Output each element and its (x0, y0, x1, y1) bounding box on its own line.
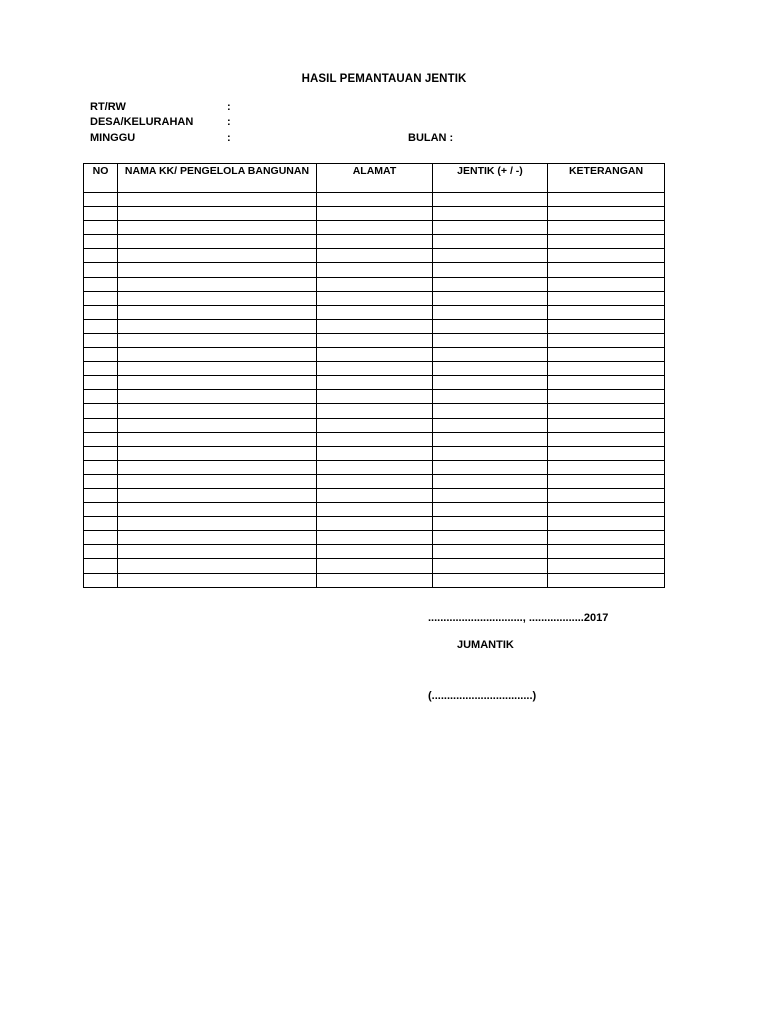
cell-keterangan[interactable] (548, 545, 665, 559)
table-row (84, 545, 665, 559)
cell-jentik[interactable] (433, 531, 548, 545)
cell-no[interactable] (84, 573, 118, 587)
rt-rw-colon: : (227, 101, 231, 113)
cell-nama-kk[interactable] (118, 404, 317, 418)
cell-jentik[interactable] (433, 474, 548, 488)
cell-jentik[interactable] (433, 277, 548, 291)
cell-keterangan[interactable] (548, 376, 665, 390)
rt-rw-label: RT/RW (90, 101, 126, 113)
cell-nama-kk[interactable] (118, 263, 317, 277)
cell-nama-kk[interactable] (118, 193, 317, 207)
cell-jentik[interactable] (433, 559, 548, 573)
cell-keterangan[interactable] (548, 277, 665, 291)
cell-alamat[interactable] (317, 221, 433, 235)
cell-alamat[interactable] (317, 488, 433, 502)
cell-keterangan[interactable] (548, 404, 665, 418)
cell-nama-kk[interactable] (118, 517, 317, 531)
minggu-label: MINGGU (90, 132, 136, 144)
cell-alamat[interactable] (317, 573, 433, 587)
cell-alamat[interactable] (317, 207, 433, 221)
table-body (84, 193, 665, 588)
cell-keterangan[interactable] (548, 474, 665, 488)
table-header-row (84, 164, 665, 193)
cell-no[interactable] (84, 446, 118, 460)
cell-jentik[interactable] (433, 333, 548, 347)
table-row (84, 235, 665, 249)
cell-no[interactable] (84, 263, 118, 277)
cell-nama-kk[interactable] (118, 319, 317, 333)
cell-alamat[interactable] (317, 263, 433, 277)
cell-alamat[interactable] (317, 193, 433, 207)
cell-keterangan[interactable] (548, 348, 665, 362)
table-row (84, 333, 665, 347)
table-row (84, 517, 665, 531)
cell-keterangan[interactable] (548, 263, 665, 277)
cell-keterangan[interactable] (548, 291, 665, 305)
cell-jentik[interactable] (433, 221, 548, 235)
cell-keterangan[interactable] (548, 503, 665, 517)
header-keterangan: KETERANGAN (548, 164, 665, 193)
bulan-label: BULAN : (408, 132, 454, 144)
table-row (84, 446, 665, 460)
cell-keterangan[interactable] (548, 573, 665, 587)
cell-no[interactable] (84, 235, 118, 249)
cell-nama-kk[interactable] (118, 460, 317, 474)
cell-alamat[interactable] (317, 348, 433, 362)
cell-jentik[interactable] (433, 573, 548, 587)
cell-alamat[interactable] (317, 531, 433, 545)
cell-no[interactable] (84, 559, 118, 573)
cell-alamat[interactable] (317, 249, 433, 263)
table-row (84, 319, 665, 333)
cell-nama-kk[interactable] (118, 277, 317, 291)
cell-jentik[interactable] (433, 432, 548, 446)
cell-no[interactable] (84, 517, 118, 531)
cell-jentik[interactable] (433, 488, 548, 502)
cell-alamat[interactable] (317, 319, 433, 333)
cell-keterangan[interactable] (548, 531, 665, 545)
cell-keterangan[interactable] (548, 517, 665, 531)
cell-jentik[interactable] (433, 503, 548, 517)
header-alamat: ALAMAT (317, 164, 433, 193)
table-row (84, 193, 665, 207)
cell-no[interactable] (84, 249, 118, 263)
table-row (84, 221, 665, 235)
cell-jentik[interactable] (433, 291, 548, 305)
cell-keterangan[interactable] (548, 418, 665, 432)
table-row (84, 559, 665, 573)
cell-keterangan[interactable] (548, 488, 665, 502)
cell-alamat[interactable] (317, 503, 433, 517)
cell-jentik[interactable] (433, 263, 548, 277)
cell-alamat[interactable] (317, 362, 433, 376)
cell-alamat[interactable] (317, 277, 433, 291)
cell-nama-kk[interactable] (118, 348, 317, 362)
cell-keterangan[interactable] (548, 559, 665, 573)
form-title: HASIL PEMANTAUAN JENTIK (301, 73, 467, 85)
cell-alamat[interactable] (317, 291, 433, 305)
cell-keterangan[interactable] (548, 362, 665, 376)
cell-keterangan[interactable] (548, 305, 665, 319)
signature-date-line: ..............................., ..................2017 (428, 612, 609, 624)
cell-no[interactable] (84, 545, 118, 559)
cell-keterangan[interactable] (548, 249, 665, 263)
cell-no[interactable] (84, 319, 118, 333)
cell-nama-kk[interactable] (118, 573, 317, 587)
table-row (84, 305, 665, 319)
cell-no[interactable] (84, 460, 118, 474)
cell-nama-kk[interactable] (118, 333, 317, 347)
desa-colon: : (227, 116, 231, 128)
signature-role: JUMANTIK (457, 639, 514, 651)
cell-no[interactable] (84, 404, 118, 418)
cell-no[interactable] (84, 503, 118, 517)
cell-jentik[interactable] (433, 235, 548, 249)
cell-jentik[interactable] (433, 249, 548, 263)
cell-no[interactable] (84, 333, 118, 347)
desa-label: DESA/KELURAHAN (90, 116, 194, 128)
cell-keterangan[interactable] (548, 446, 665, 460)
header-nama-kk: NAMA KK/ PENGELOLA BANGUNAN (118, 164, 317, 193)
cell-no[interactable] (84, 488, 118, 502)
cell-no[interactable] (84, 531, 118, 545)
cell-alamat[interactable] (317, 432, 433, 446)
cell-jentik[interactable] (433, 517, 548, 531)
table-row (84, 474, 665, 488)
cell-keterangan[interactable] (548, 207, 665, 221)
table-row (84, 460, 665, 474)
cell-alamat[interactable] (317, 460, 433, 474)
cell-nama-kk[interactable] (118, 432, 317, 446)
cell-no[interactable] (84, 376, 118, 390)
cell-no[interactable] (84, 474, 118, 488)
table-row (84, 390, 665, 404)
cell-alamat[interactable] (317, 376, 433, 390)
cell-nama-kk[interactable] (118, 474, 317, 488)
cell-keterangan[interactable] (548, 432, 665, 446)
cell-nama-kk[interactable] (118, 559, 317, 573)
cell-jentik[interactable] (433, 305, 548, 319)
cell-nama-kk[interactable] (118, 221, 317, 235)
table-row (84, 291, 665, 305)
cell-jentik[interactable] (433, 376, 548, 390)
cell-nama-kk[interactable] (118, 418, 317, 432)
cell-jentik[interactable] (433, 418, 548, 432)
cell-alamat[interactable] (317, 559, 433, 573)
cell-alamat[interactable] (317, 418, 433, 432)
cell-jentik[interactable] (433, 319, 548, 333)
cell-nama-kk[interactable] (118, 390, 317, 404)
cell-nama-kk[interactable] (118, 488, 317, 502)
cell-alamat[interactable] (317, 474, 433, 488)
cell-jentik[interactable] (433, 446, 548, 460)
table-row (84, 404, 665, 418)
cell-jentik[interactable] (433, 390, 548, 404)
cell-alamat[interactable] (317, 390, 433, 404)
cell-jentik[interactable] (433, 460, 548, 474)
cell-nama-kk[interactable] (118, 207, 317, 221)
cell-alamat[interactable] (317, 446, 433, 460)
cell-jentik[interactable] (433, 348, 548, 362)
cell-no[interactable] (84, 277, 118, 291)
table-row (84, 249, 665, 263)
table-row (84, 432, 665, 446)
cell-nama-kk[interactable] (118, 545, 317, 559)
cell-nama-kk[interactable] (118, 291, 317, 305)
table-row (84, 503, 665, 517)
cell-nama-kk[interactable] (118, 376, 317, 390)
table-row (84, 263, 665, 277)
cell-no[interactable] (84, 362, 118, 376)
header-no: NO (84, 164, 118, 193)
cell-jentik[interactable] (433, 193, 548, 207)
cell-keterangan[interactable] (548, 319, 665, 333)
cell-nama-kk[interactable] (118, 503, 317, 517)
cell-keterangan[interactable] (548, 221, 665, 235)
cell-jentik[interactable] (433, 207, 548, 221)
cell-no[interactable] (84, 305, 118, 319)
table-row (84, 207, 665, 221)
cell-nama-kk[interactable] (118, 249, 317, 263)
cell-jentik[interactable] (433, 545, 548, 559)
table-row (84, 488, 665, 502)
cell-nama-kk[interactable] (118, 531, 317, 545)
table-row (84, 573, 665, 587)
cell-alamat[interactable] (317, 333, 433, 347)
cell-nama-kk[interactable] (118, 362, 317, 376)
cell-no[interactable] (84, 221, 118, 235)
cell-alamat[interactable] (317, 404, 433, 418)
cell-nama-kk[interactable] (118, 305, 317, 319)
cell-keterangan[interactable] (548, 390, 665, 404)
cell-no[interactable] (84, 432, 118, 446)
signature-name-line: (.................................) (428, 690, 537, 702)
cell-keterangan[interactable] (548, 193, 665, 207)
cell-no[interactable] (84, 207, 118, 221)
table-row (84, 418, 665, 432)
cell-no[interactable] (84, 291, 118, 305)
cell-no[interactable] (84, 348, 118, 362)
cell-alamat[interactable] (317, 305, 433, 319)
cell-alamat[interactable] (317, 545, 433, 559)
table-row (84, 376, 665, 390)
cell-alamat[interactable] (317, 517, 433, 531)
cell-no[interactable] (84, 193, 118, 207)
cell-alamat[interactable] (317, 235, 433, 249)
table-row (84, 277, 665, 291)
monitoring-table (83, 163, 665, 588)
cell-nama-kk[interactable] (118, 235, 317, 249)
cell-no[interactable] (84, 390, 118, 404)
header-jentik: JENTIK (+ / -) (433, 164, 548, 193)
cell-no[interactable] (84, 418, 118, 432)
cell-keterangan[interactable] (548, 333, 665, 347)
table-row (84, 531, 665, 545)
cell-keterangan[interactable] (548, 460, 665, 474)
cell-nama-kk[interactable] (118, 446, 317, 460)
cell-jentik[interactable] (433, 362, 548, 376)
cell-jentik[interactable] (433, 404, 548, 418)
cell-keterangan[interactable] (548, 235, 665, 249)
table-row (84, 362, 665, 376)
minggu-colon: : (227, 132, 231, 144)
table-row (84, 348, 665, 362)
